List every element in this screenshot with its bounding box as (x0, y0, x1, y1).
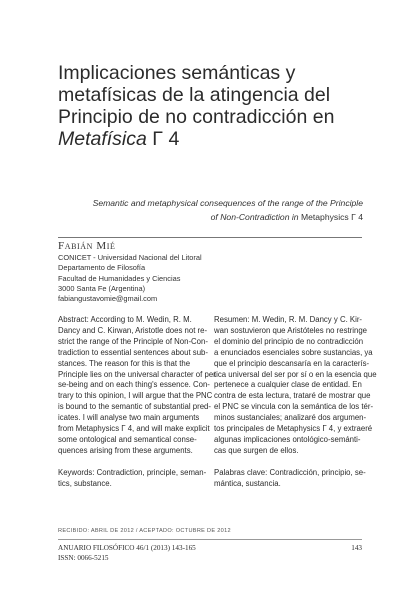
english-title-work: Metaphysics (300, 212, 349, 222)
page-number: 143 (351, 544, 362, 552)
affiliation-line: Departamento de Filosofía (58, 263, 146, 273)
keywords (58, 467, 207, 490)
resumen-line: algunas implicaciones ontológico-semánti- (214, 434, 361, 444)
resumen-line: que el principio descansaría en la caracterís- (214, 358, 370, 368)
title-line-1: Implicaciones semánticas y (58, 62, 296, 84)
received-accepted-dates: RECIBIDO: ABRIL DE 2012 / ACEPTADO: OCTUBRE DE 2012 (58, 528, 231, 534)
palabras-clave-line: Palabras clave: Contradicción, principio, se- (214, 467, 366, 477)
abstract-line: Dancy and C. Kirwan, Aristotle does not re- (58, 325, 208, 335)
english-title-book-ref: Γ 4 (348, 212, 363, 222)
abstract-line: strict the range of the Principle of Non-Con- (58, 336, 208, 346)
english-title (43, 196, 363, 224)
abstract-line: some ontological and semantical conse- (58, 434, 197, 444)
abstract-line: from Metaphysics Γ 4, and will make explicit (58, 424, 210, 434)
article-title (58, 62, 368, 150)
english-title-line-2 (43, 210, 363, 224)
resumen-line: cas que surgen de ellos. (214, 445, 299, 455)
resumen-line: Resumen: M. Wedin, R. M. Dancy y C. Kir- (214, 315, 363, 324)
abstract-line: tradiction to essential sentences about sub- (58, 347, 208, 357)
author-divider (58, 237, 362, 238)
abstract-line: se-being and on each thing's essence. Con- (58, 380, 210, 390)
resumen-line: pertenece a cualquier clase de entidad. En (214, 380, 362, 390)
author-email[interactable]: fabiangustavomie@gmail.com (58, 294, 158, 304)
resumen-line: tos principales de Metaphysics Γ 4, y extraeré (214, 424, 373, 434)
resumen-line: el PNC se vincula con la semántica de los tér- (214, 402, 374, 412)
abstract-line: quences arising from these arguments. (58, 445, 193, 455)
resumen-line: wan sostuvieron que Aristóteles no restringe (214, 325, 367, 335)
title-book-ref: Γ 4 (146, 128, 180, 150)
title-line-3: Principio de no contradicción en (58, 106, 335, 128)
resumen-text (214, 315, 377, 457)
english-title-part-a: of Non-Contradiction in (210, 212, 301, 222)
abstract-line: Principle lies on the universal character of per (58, 369, 216, 379)
journal-citation: ANUARIO FILOSÓFICO 46/1 (2013) 143-165 (58, 544, 196, 552)
resumen-line: minos sustanciales; analizaré dos argumen- (214, 413, 367, 423)
resumen-line: tica universal del ser por sí o en la esencia que (214, 369, 377, 379)
affiliation-line: 3000 Santa Fe (Argentina) (58, 283, 146, 293)
english-title-line-1: Semantic and metaphysical consequences of the range of the Principle (92, 198, 363, 208)
footer-divider (58, 539, 362, 540)
resumen-column (214, 315, 377, 490)
abstract-column (58, 315, 216, 490)
abstract-line: icates. I will analyse two main arguments (58, 413, 200, 423)
palabras-clave-line: mántica, sustancia. (214, 478, 281, 488)
affiliation-line: Facultad de Humanidades y Ciencias (58, 273, 181, 283)
keywords-line: tics, substance. (58, 478, 112, 488)
title-line-2: metafísicas de la atingencia del (58, 84, 331, 106)
journal-info (58, 544, 196, 563)
affiliation-line: CONICET - Universidad Nacional del Litoral (58, 253, 202, 262)
title-italic-work: Metafísica (58, 128, 147, 150)
resumen-line: contra de esta lectura, trataré de mostrar que (214, 391, 371, 401)
palabras-clave (214, 467, 366, 490)
abstract-line: trary to this opinion, I will argue that the PNC (58, 391, 213, 401)
abstract-line: stances. The reason for this is that the (58, 358, 191, 368)
resumen-line: el dominio del principio de no contradicción (214, 336, 364, 346)
journal-issn: ISSN: 0066-5215 (58, 553, 109, 562)
abstract-text (58, 315, 216, 457)
author-name: Fabián Mié (58, 240, 116, 252)
title-line-4 (58, 128, 368, 150)
resumen-line: a enunciados esenciales sobre sustancias, ya (214, 347, 373, 357)
abstract-line: is bound to the semantic of substantial pred- (58, 402, 211, 412)
author-affiliation (58, 253, 308, 304)
keywords-line: Keywords: Contradiction, principle, seman- (58, 467, 207, 477)
abstract-line: Abstract: According to M. Wedin, R. M. (58, 315, 192, 324)
